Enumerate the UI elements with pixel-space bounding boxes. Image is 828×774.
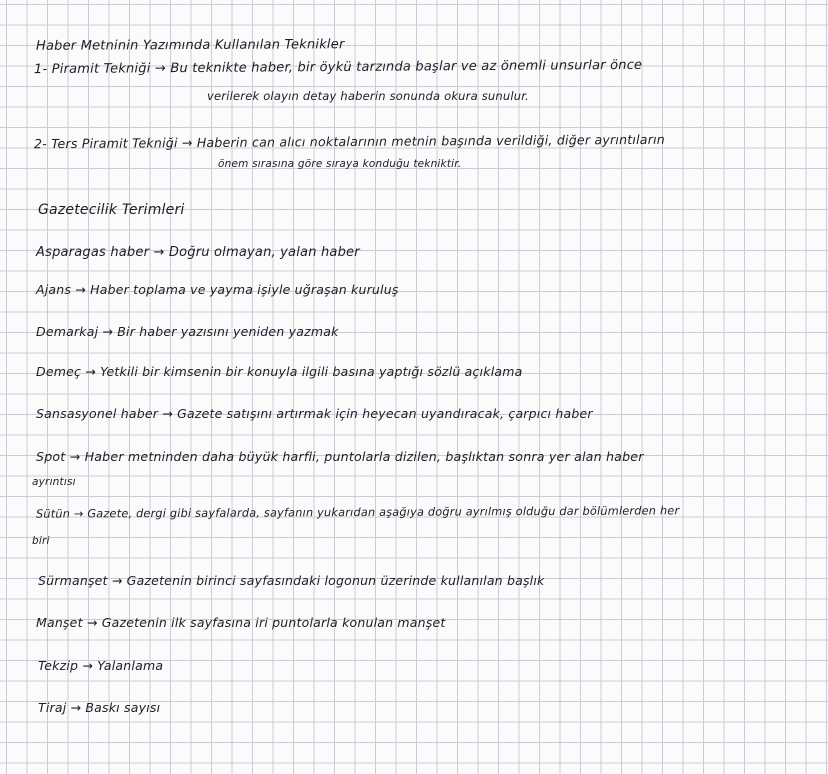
technique-2-line-2: önem sırasına göre sıraya konduğu tekniktir. [218,158,462,170]
technique-1-line-2: verilerek olayın detay haberin sonunda okura sunulur. [207,89,529,103]
term-sutun: Sütün → Gazete, dergi gibi sayfalarda, sayfanın yukarıdan aşağıya doğru ayrılmış olduğu dar bölümlerden her [35,504,680,521]
term-spot-continued: ayrıntısı [32,476,76,488]
term-tiraj: Tiraj → Baskı sayısı [38,700,161,715]
term-spot: Spot → Haber metninden daha büyük harfli, puntolarla dizilen, başlıktan sonra yer alan haber [36,449,644,464]
term-sansasyonel-haber: Sansasyonel haber → Gazete satışını artırmak için heyecan uyandıracak, çarpıcı haber [36,406,593,421]
technique-1-line-1: 1- Piramit Tekniği → Bu teknikte haber, bir öykü tarzında başlar ve az önemli unsurlar önce [33,57,643,78]
term-surmanset: Sürmanşet → Gazetenin birinci sayfasındaki logonun üzerinde kullanılan başlık [38,573,545,588]
technique-2-line-1: 2- Ters Piramit Tekniği → Haberin can alıcı noktalarının metnin başında verildiği, diğer ayrıntıların [33,131,666,152]
term-demarkaj: Demarkaj → Bir haber yazısını yeniden yazmak [36,324,339,339]
page-title: Haber Metninin Yazımında Kullanılan Teknikler [35,37,345,54]
term-manset: Manşet → Gazetenin ilk sayfasına iri puntolarla konulan manşet [36,615,446,630]
term-ajans: Ajans → Haber toplama ve yayma işiyle uğraşan kuruluş [36,282,399,297]
term-sutun-continued: biri [32,535,50,547]
term-tekzip: Tekzip → Yalanlama [38,658,164,673]
term-demec: Demeç → Yetkili bir kimsenin bir konuyla ilgili basına yaptığı sözlü açıklama [36,364,523,379]
terms-heading: Gazetecilik Terimleri [38,202,185,218]
term-asparagas: Asparagas haber → Doğru olmayan, yalan haber [36,245,360,260]
